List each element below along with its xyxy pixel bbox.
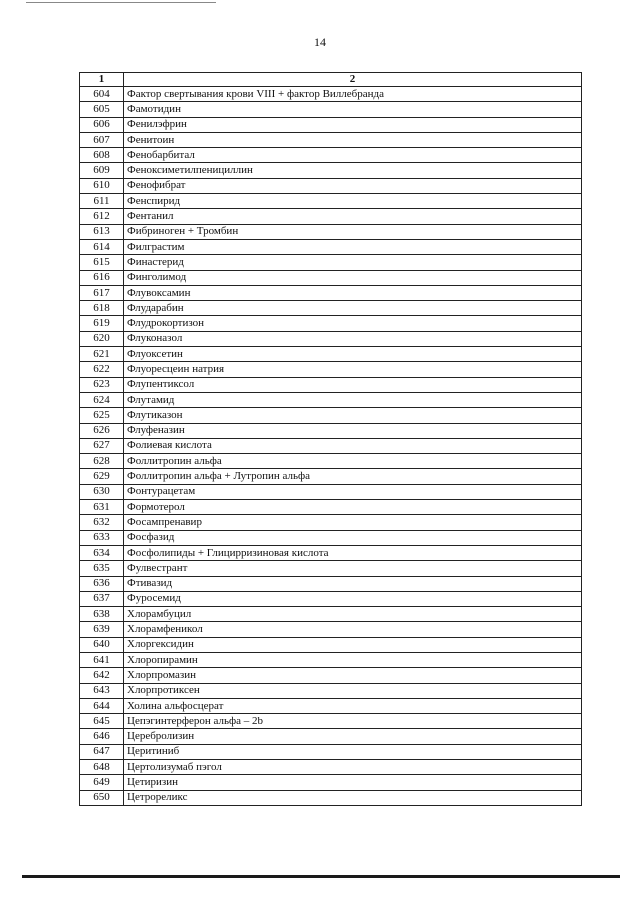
drug-name-cell: Финголимод (124, 270, 582, 285)
drug-name-cell: Цертолизумаб пэгол (124, 760, 582, 775)
drug-name-cell: Цетрореликс (124, 790, 582, 805)
drug-name-cell: Флуоресцеин натрия (124, 362, 582, 377)
row-number-cell: 638 (80, 607, 124, 622)
row-number-cell: 639 (80, 622, 124, 637)
table-row (80, 438, 582, 453)
page-number: 14 (314, 35, 326, 49)
drug-name-cell: Фолиевая кислота (124, 438, 582, 453)
row-number-cell: 613 (80, 224, 124, 239)
table-row (80, 423, 582, 438)
drug-name-cell: Фуросемид (124, 591, 582, 606)
row-number-cell: 636 (80, 576, 124, 591)
row-number-cell: 610 (80, 178, 124, 193)
row-number-cell: 627 (80, 438, 124, 453)
table-row (80, 790, 582, 805)
table-row (80, 87, 582, 102)
row-number-cell: 632 (80, 515, 124, 530)
table-row (80, 270, 582, 285)
drug-name-cell: Фамотидин (124, 102, 582, 117)
row-number-cell: 619 (80, 316, 124, 331)
drug-name-cell: Флуоксетин (124, 347, 582, 362)
table-row (80, 637, 582, 652)
row-number-cell: 604 (80, 87, 124, 102)
drug-name-cell: Фактор свертывания крови VIII + фактор Виллебранда (124, 87, 582, 102)
table-row (80, 285, 582, 300)
table-row (80, 760, 582, 775)
table-row (80, 744, 582, 759)
drug-name-cell: Церебролизин (124, 729, 582, 744)
table-row (80, 117, 582, 132)
row-number-cell: 608 (80, 148, 124, 163)
row-number-cell: 635 (80, 561, 124, 576)
table-row (80, 347, 582, 362)
drug-list-table (79, 72, 582, 806)
drug-name-cell: Флутиказон (124, 408, 582, 423)
drug-name-cell: Флуконазол (124, 331, 582, 346)
table-row (80, 729, 582, 744)
row-number-cell: 621 (80, 347, 124, 362)
drug-name-cell: Финастерид (124, 255, 582, 270)
row-number-cell: 617 (80, 285, 124, 300)
row-number-cell: 607 (80, 132, 124, 147)
table-row (80, 132, 582, 147)
drug-name-cell: Фоллитропин альфа + Лутропин альфа (124, 469, 582, 484)
row-number-cell: 609 (80, 163, 124, 178)
table-row (80, 377, 582, 392)
table-row (80, 239, 582, 254)
table-row (80, 714, 582, 729)
row-number-cell: 625 (80, 408, 124, 423)
drug-name-cell: Хлорамбуцил (124, 607, 582, 622)
table-row (80, 500, 582, 515)
drug-name-cell: Церитиниб (124, 744, 582, 759)
drug-name-cell: Фонтурацетам (124, 484, 582, 499)
drug-name-cell: Флудрокортизон (124, 316, 582, 331)
scan-artifact-bottom-line (22, 875, 620, 878)
table-row (80, 454, 582, 469)
table-row (80, 362, 582, 377)
drug-name-cell: Хлоргексидин (124, 637, 582, 652)
table-row (80, 194, 582, 209)
table-row (80, 469, 582, 484)
drug-name-cell: Феноксиметилпенициллин (124, 163, 582, 178)
drug-name-cell: Фенилэфрин (124, 117, 582, 132)
row-number-cell: 641 (80, 652, 124, 667)
row-number-cell: 649 (80, 775, 124, 790)
drug-name-cell: Фенитоин (124, 132, 582, 147)
table-row (80, 515, 582, 530)
table-row (80, 775, 582, 790)
drug-name-cell: Хлорпромазин (124, 668, 582, 683)
table-row (80, 392, 582, 407)
drug-name-cell: Фенспирид (124, 194, 582, 209)
drug-name-cell: Фосфолипиды + Глицирризиновая кислота (124, 545, 582, 560)
column-header-name: 2 (124, 73, 582, 87)
column-header-number: 1 (80, 73, 124, 87)
row-number-cell: 611 (80, 194, 124, 209)
drug-name-cell: Фентанил (124, 209, 582, 224)
row-number-cell: 645 (80, 714, 124, 729)
row-number-cell: 629 (80, 469, 124, 484)
drug-name-cell: Холина альфосцерат (124, 698, 582, 713)
row-number-cell: 615 (80, 255, 124, 270)
row-number-cell: 647 (80, 744, 124, 759)
table-row (80, 576, 582, 591)
row-number-cell: 634 (80, 545, 124, 560)
row-number-cell: 616 (80, 270, 124, 285)
row-number-cell: 626 (80, 423, 124, 438)
drug-name-cell: Фоллитропин альфа (124, 454, 582, 469)
drug-name-cell: Флупентиксол (124, 377, 582, 392)
drug-name-cell: Флутамид (124, 392, 582, 407)
row-number-cell: 614 (80, 239, 124, 254)
row-number-cell: 642 (80, 668, 124, 683)
table-row (80, 698, 582, 713)
row-number-cell: 644 (80, 698, 124, 713)
drug-name-cell: Цетиризин (124, 775, 582, 790)
row-number-cell: 606 (80, 117, 124, 132)
drug-name-cell: Фосампренавир (124, 515, 582, 530)
row-number-cell: 623 (80, 377, 124, 392)
row-number-cell: 646 (80, 729, 124, 744)
row-number-cell: 612 (80, 209, 124, 224)
table-row (80, 530, 582, 545)
table-row (80, 561, 582, 576)
table-row (80, 178, 582, 193)
drug-name-cell: Формотерол (124, 500, 582, 515)
table-row (80, 591, 582, 606)
row-number-cell: 630 (80, 484, 124, 499)
drug-name-cell: Филграстим (124, 239, 582, 254)
row-number-cell: 628 (80, 454, 124, 469)
drug-name-cell: Фенофибрат (124, 178, 582, 193)
drug-name-cell: Флуфеназин (124, 423, 582, 438)
table-row (80, 331, 582, 346)
row-number-cell: 624 (80, 392, 124, 407)
table-row (80, 209, 582, 224)
row-number-cell: 650 (80, 790, 124, 805)
table-row (80, 163, 582, 178)
row-number-cell: 618 (80, 301, 124, 316)
row-number-cell: 631 (80, 500, 124, 515)
table-row (80, 668, 582, 683)
row-number-cell: 640 (80, 637, 124, 652)
drug-name-cell: Цепэгинтерферон альфа – 2b (124, 714, 582, 729)
table-row (80, 683, 582, 698)
table-row (80, 255, 582, 270)
table-row (80, 607, 582, 622)
drug-name-cell: Фтивазид (124, 576, 582, 591)
drug-name-cell: Фулвестрант (124, 561, 582, 576)
drug-name-cell: Флударабин (124, 301, 582, 316)
drug-name-cell: Хлоропирамин (124, 652, 582, 667)
table-body (80, 87, 582, 806)
table-row (80, 316, 582, 331)
row-number-cell: 605 (80, 102, 124, 117)
drug-name-cell: Фосфазид (124, 530, 582, 545)
table-row (80, 408, 582, 423)
drug-name-cell: Фенобарбитал (124, 148, 582, 163)
drug-name-cell: Фибриноген + Тромбин (124, 224, 582, 239)
drug-name-cell: Хлорпротиксен (124, 683, 582, 698)
table-row (80, 102, 582, 117)
row-number-cell: 633 (80, 530, 124, 545)
table-row (80, 652, 582, 667)
table-row (80, 484, 582, 499)
table-row (80, 622, 582, 637)
table-row (80, 545, 582, 560)
row-number-cell: 622 (80, 362, 124, 377)
drug-name-cell: Хлорамфеникол (124, 622, 582, 637)
row-number-cell: 620 (80, 331, 124, 346)
table-row (80, 148, 582, 163)
row-number-cell: 637 (80, 591, 124, 606)
scan-artifact-top-line (26, 2, 216, 3)
table-row (80, 301, 582, 316)
row-number-cell: 648 (80, 760, 124, 775)
row-number-cell: 643 (80, 683, 124, 698)
table-header-row (80, 73, 582, 87)
drug-name-cell: Флувоксамин (124, 285, 582, 300)
table-row (80, 224, 582, 239)
